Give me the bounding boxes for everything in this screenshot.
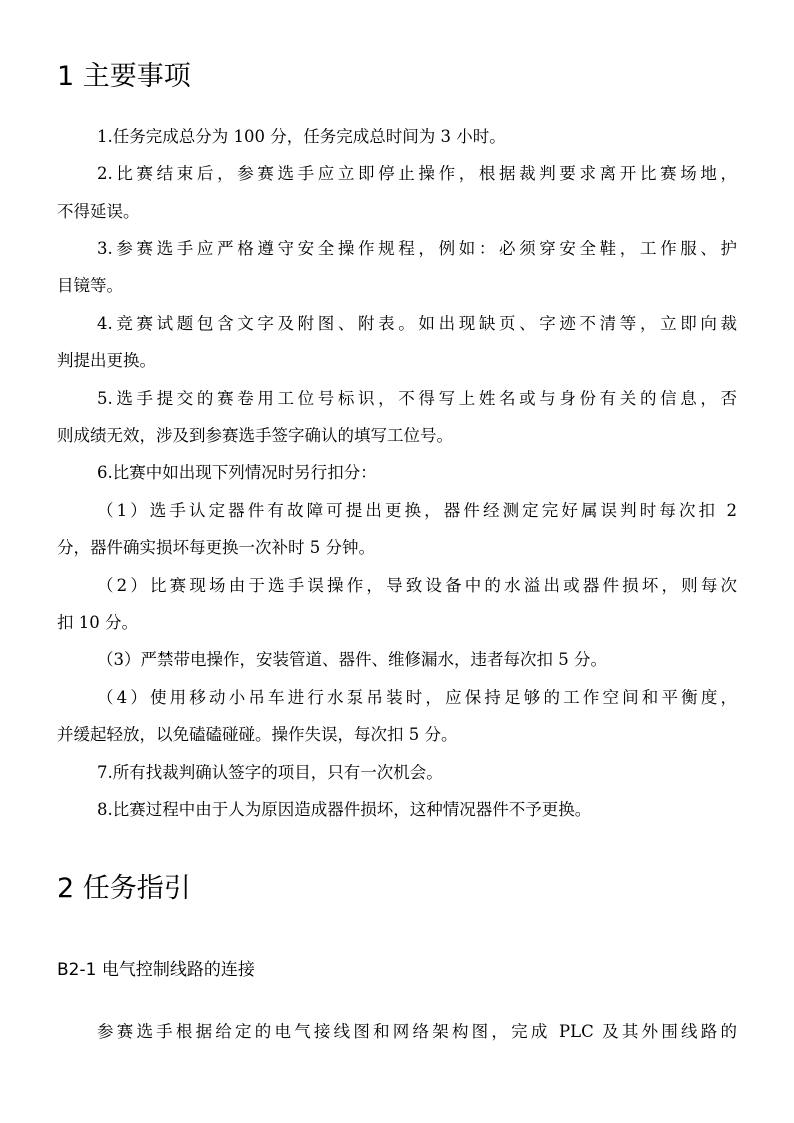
- section-2-title: 2 任务指引: [57, 873, 191, 904]
- sub-item-1-line-2: 分，器件确实损坏每更换一次补时 5 分钟。: [57, 538, 375, 557]
- sub-item-4-line-1: （4）使用移动小吊车进行水泵吊装时，应保持足够的工作空间和平衡度，: [97, 688, 737, 707]
- item-8-line-1: 8.比赛过程中由于人为原因造成器件损坏，这种情况器件不予更换。: [97, 800, 592, 819]
- item-7-line-1: 7.所有找裁判确认签字的项目，只有一次机会。: [97, 763, 443, 782]
- sub-item-3-line-1: （3）严禁带电操作，安装管道、器件、维修漏水，违者每次扣 5 分。: [97, 650, 607, 669]
- item-6-line-1: 6.比赛中如出现下列情况时另行扣分：: [97, 463, 377, 482]
- item-3-line-1: 3.参赛选手应严格遵守安全操作规程，例如：必须穿安全鞋，工作服、护: [97, 239, 737, 258]
- item-2-line-1: 2.比赛结束后，参赛选手应立即停止操作，根据裁判要求离开比赛场地，: [97, 164, 737, 183]
- sub-item-2-line-1: （2）比赛现场由于选手误操作，导致设备中的水溢出或器件损坏，则每次: [97, 576, 737, 595]
- item-5-line-2: 则成绩无效，涉及到参赛选手签字确认的填写工位号。: [57, 426, 453, 445]
- subsection-title: B2-1 电气控制线路的连接: [57, 960, 255, 980]
- section-1-title: 1 主要事项: [57, 61, 191, 92]
- sub-item-4-line-2: 并缓起轻放，以免磕磕碰碰。操作失误，每次扣 5 分。: [57, 725, 458, 744]
- sub-item-2-line-2: 扣 10 分。: [57, 613, 138, 632]
- item-1-line-1: 1.任务完成总分为 100 分，任务完成总时间为 3 小时。: [97, 127, 506, 146]
- item-4-line-1: 4.竞赛试题包含文字及附图、附表。如出现缺页、字迹不清等，立即向裁: [97, 314, 737, 333]
- item-5-line-1: 5.选手提交的赛卷用工位号标识，不得写上姓名或与身份有关的信息，否: [97, 389, 737, 408]
- item-2-line-2: 不得延误。: [57, 202, 140, 221]
- sub-item-1-line-1: （1）选手认定器件有故障可提出更换，器件经测定完好属误判时每次扣 2: [97, 501, 737, 520]
- item-4-line-2: 判提出更换。: [57, 351, 156, 370]
- item-3-line-2: 目镜等。: [57, 276, 123, 295]
- subsection-paragraph-line-1: 参赛选手根据给定的电气接线图和网络架构图，完成 PLC 及其外围线路的: [97, 1022, 737, 1041]
